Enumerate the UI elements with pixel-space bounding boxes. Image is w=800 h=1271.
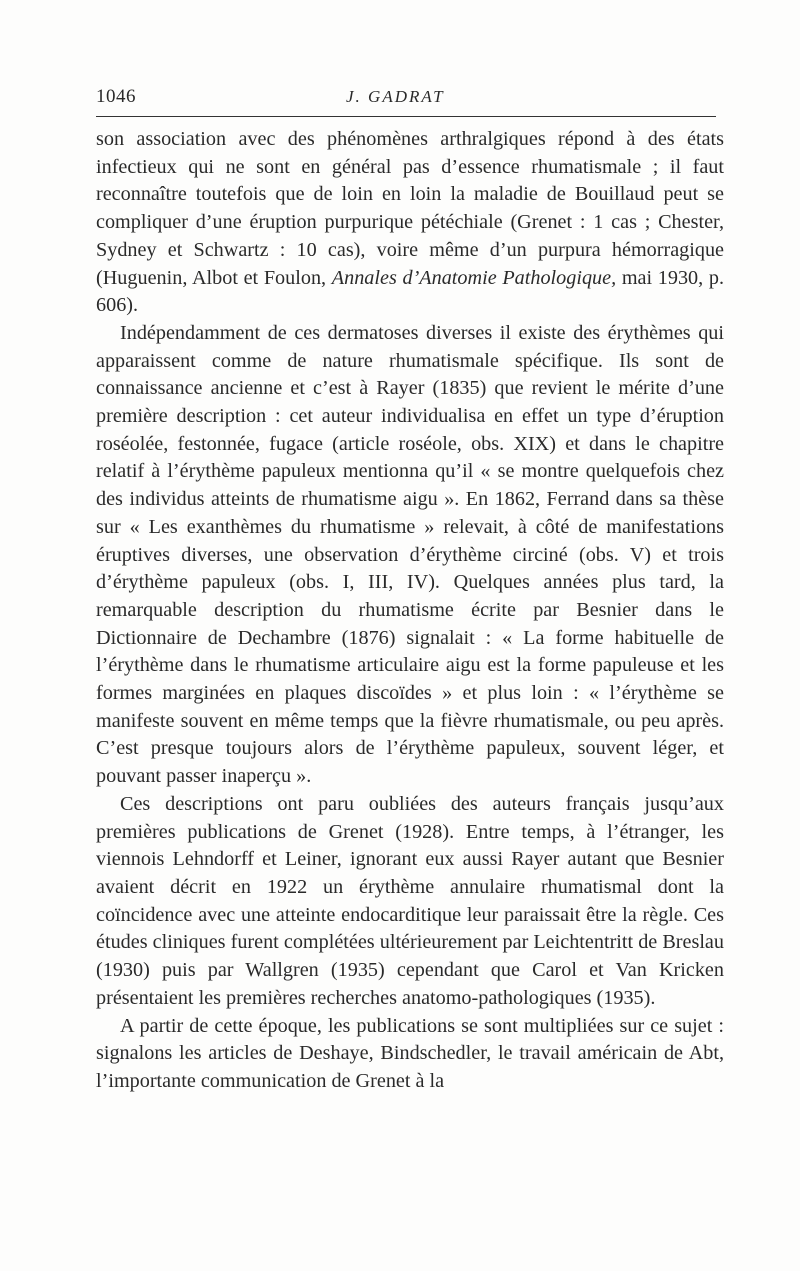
body-text [96,126,724,1096]
text-segment: son association avec des phénomènes arthralgiques répond à des états infectieux qui ne sont en général pas d’essence rhumatismale ; il faut reconnaître toutefois que de loin en loin la maladie de Bouillaud peut se compliquer d’une éruption purpurique pétéchiale (Grenet : 1 cas ; Chester, Sydney et Schwartz : 10 cas), voire même d’un purpura hémorragique (Huguenin, Albot et Foulon, [96,128,724,289]
page-number: 1046 [96,86,136,107]
journal-title-italic: Annales d’Anatomie Pathologique, [331,266,617,289]
text-segment: Ces descriptions ont paru oubliées des auteurs français jusqu’aux premières publications de Grenet (1928). Entre temps, à l’étranger, les viennois Lehndorff et Leiner, ignorant eux aussi Rayer autant que Besnier avaient décrit en 1922 un érythème annulaire rhumatismal dont la coïncidence avec une atteinte endocarditique leur paraissait être la règle. Ces études cliniques furent complétées ultérieurement par Leichtentritt de Breslau (1930) puis par Wallgren (1935) cependant que Carol et Van Kricken présentaient les premières recherches anatomo-pathologiques (1935). [96,792,724,1009]
running-title: J. GADRAT [346,87,445,106]
paragraph-2 [96,320,724,791]
text-segment: Indépendamment de ces dermatoses diverses il existe des érythèmes qui apparaissent comme de nature rhumatismale spécifique. Ils sont de connaissance ancienne et c’est à Rayer (1835) que revient le mérite d’une première description : cet auteur individualisa en effet un type d’éruption roséolée, festonnée, fugace (article roséole, obs. XIX) et dans le chapitre relatif à l’érythème papuleux mentionna qu’il « se montre quelquefois chez des individus atteints de rhumatisme aigu ». En 1862, Ferrand dans sa thèse sur « Les exanthèmes du rhumatisme » relevait, à côté de manifestations éruptives diverses, une observation d’érythème circiné (obs. V) et trois d’érythème papuleux (obs. I, III, IV). Quelques années plus tard, la remarquable description du rhumatisme écrite par Besnier dans le Dictionnaire de Dechambre (1876) signalait : « La forme habituelle de l’érythème dans le rhumatisme articulaire aigu est la forme papuleuse et les formes marginées en plaques discoïdes » et plus loin : « l’érythème se manifeste souvent en même temps que la fièvre rhumatismale, ou peu après. C’est presque toujours alors de l’érythème papuleux, souvent léger, et pouvant passer inaperçu ». [96,321,724,788]
text-segment: A partir de cette époque, les publications se sont multipliées sur ce sujet : signalons les articles de Deshaye, Bindschedler, le travail américain de Abt, l’importante communication de Grenet à la [96,1014,724,1092]
header-rule [96,116,716,117]
paragraph-4 [96,1013,724,1096]
text-segment: mai 1930, p. 606). [96,266,724,317]
paragraph-3 [96,791,724,1013]
running-head [96,86,716,112]
paragraph-1 [96,126,724,320]
